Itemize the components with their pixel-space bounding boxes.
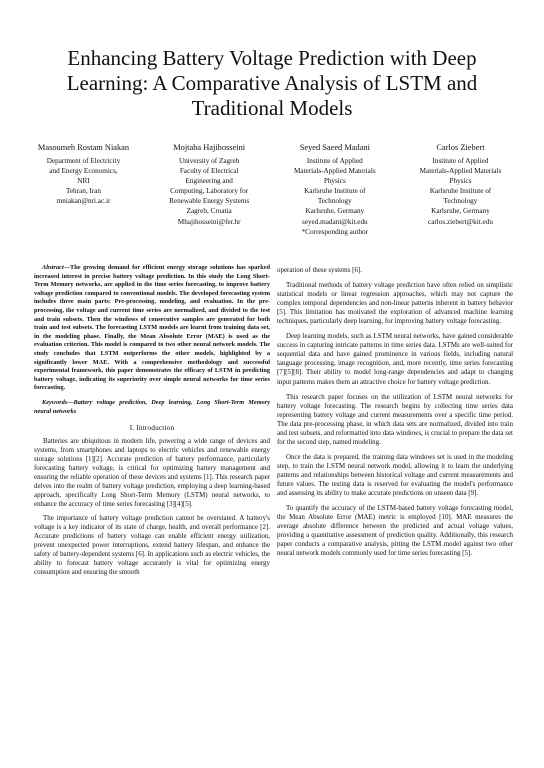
author-affiliation-line: Technology	[317, 197, 352, 206]
author-affiliation-line: Materials-Applied Materials	[293, 167, 376, 176]
author-affiliation-line: NRI	[77, 177, 90, 186]
author-email: carlos.ziebert@kit.edu	[428, 217, 493, 226]
abstract	[34, 264, 270, 393]
author-affiliation-line: Tehran, Iran	[65, 187, 101, 196]
author-affiliation-line: Physics	[449, 177, 472, 186]
author-affiliation-line: Computing, Laboratory for	[170, 187, 249, 196]
left-column	[34, 264, 270, 581]
author-name: Masoumeh Rostam Niakan	[37, 143, 130, 152]
author-email: Mhajihosseini@fer.hr	[177, 217, 241, 226]
author-affiliation-line: Engineering and	[185, 177, 233, 186]
body-paragraph: This research paper focuses on the utilization of LSTM neural networks for battery voltage forecasting. The research begins by collecting time series data representing battery voltage and current measurements over a specific time period. The data pre-processing phase, in which data sets are normalized, divided into train and test subsets, and reformatted into data windows, is crucial to prepare the data set for the second step, named modeling.	[277, 392, 513, 446]
author-affiliation-line: Materials-Applied Materials	[419, 167, 502, 176]
author-affiliation-line: Karlsruhe Institute of	[304, 187, 366, 196]
author-affiliation-line: Institute of Applied	[306, 157, 363, 165]
keywords-label: Keywords	[42, 398, 68, 406]
author-affiliation-line: Karlsruhe Institute of	[429, 187, 492, 196]
author-affiliation-line: Technology	[443, 197, 478, 206]
author-name: Mojtaba Hajihosseini	[173, 143, 246, 152]
author-affiliation-line: University of Zagreb	[179, 157, 240, 165]
body-paragraph: To quantify the accuracy of the LSTM-based battery voltage forecasting model, the Mean Absolute Error (MAE) metric is employed [10]. MAE measures the average absolute difference between the predicted and actual voltage values, providing a quantitative assessment of prediction quality. Additionally, this research paper conducts a comparative analysis, pitting the LSTM model against two other neural network models commonly used for time series forecasting [5].	[277, 504, 513, 558]
body-paragraph: Traditional methods of battery voltage prediction have often relied on simplistic statistical models or linear regression approaches, which may not capture the complex temporal dependencies and non-linear patterns inherent in battery behavior [5]. This limitation has motivated the exploration of advanced machine learning techniques, particularly deep learning, for improving battery voltage forecasting.	[277, 281, 513, 326]
author-affiliation-line: Karlsruhe, Germany	[431, 207, 490, 216]
paper-title: Enhancing Battery Voltage Prediction with Deep Learning: A Comparative Analysis of LSTM and Traditional Models	[66, 46, 478, 120]
author-affiliation-line: Department of Electricity	[46, 157, 121, 165]
body-paragraph: Deep learning models, such as LSTM neural networks, have gained considerable success in capturing intricate patterns in time series data. LSTMs are well-suited for sequential data and have gained prominence in various fields, including natural language processing, image recognition, and, more recently, time series forecasting [7][5][8]. Their ability to model long-range dependencies and adapt to changing input patterns makes them an attractive choice for battery voltage prediction.	[277, 332, 513, 386]
author-block	[26, 142, 518, 237]
abstract-text: —The growing demand for efficient energy storage solutions has sparked increased interest in precise battery voltage prediction. In this study the Long Short-Term Memory networks, are applied in the time series forecasting, to improve battery voltage prediction compared to conventional models. The developed forecasting system includes three main parts: Pre-processing, modeling, and evaluation. In the pre-processing, the voltage and current time series are normalized, and divided to the test and train subsets. Then the windows of consecutive samples are generated for both train and test subsets. The forecasting LSTM models are learnt from training data set, in the modeling phase. Finally, the Mean Absolute Error (MAE) is used as the evaluation criterion. This model is compared to two other neural network models. The study concludes that LSTM outperforms the other models, highlighted by a significantly lower MAE. With a comprehensive methodology and successful experimental framework, this paper demonstrates the efficacy of LSTM in predicting battery voltage, indicating its superiority over simple neural networks for time series forecasting.	[34, 264, 270, 392]
author-name: Carlos Ziebert	[436, 143, 485, 152]
author-affiliation-line: Karlsruhe, Germany	[305, 207, 365, 216]
author-1	[26, 142, 141, 237]
body-paragraph: The importance of battery voltage prediction cannot be overstated. A battery's voltage is a key indicator of its state of charge, health, and overall performance [2]. Accurate predictions of battery voltage can enable efficient energy utilization, prevent unexpected power interruptions, extend battery lifespan, and enhance the safety of battery-dependent systems [6]. In applications such as electric vehicles, the ability to forecast battery voltage accurately is vital for optimizing energy consumption and ensuring the smooth	[34, 513, 270, 576]
author-affiliation-line: Faculty of Electrical	[179, 167, 239, 176]
right-column	[277, 266, 513, 564]
keywords-text: —Battery voltage prediction, Deep learning, Long Short-Term Memory neural networks	[34, 398, 270, 415]
body-paragraph: Once the data is prepared, the training data windows set is used in the modeling step, to train the LSTM neural network model, allowing it to learn the underlying patterns and relationships between historical voltage and current measurements and future values. The testing data is reserved for evaluating the model's performance and assessing its ability to make accurate predictions on unseen data [9].	[277, 452, 513, 498]
author-name: Seyed Saeed Madani	[299, 143, 370, 152]
corresponding-author-note: *Corresponding author	[301, 227, 369, 236]
author-affiliation-line: Zagreb, Croatia	[186, 207, 232, 216]
author-affiliation-line: Renewable Energy Systems	[169, 197, 250, 206]
author-affiliation-line: and Energy Economics,	[49, 167, 118, 176]
author-4	[403, 142, 518, 237]
body-paragraph: operation of these systems [6].	[277, 266, 362, 274]
author-2	[152, 142, 267, 237]
author-email: mniakan@nri.ac.ir	[56, 197, 111, 206]
author-affiliation-line: Physics	[323, 177, 346, 186]
keywords	[34, 399, 270, 416]
section-heading: I. Introduction	[129, 424, 175, 433]
author-3	[277, 142, 392, 237]
author-affiliation-line: Institute of Applied	[432, 157, 489, 165]
abstract-label: Abstract	[42, 264, 64, 271]
author-email: seyed.madani@kit.edu	[301, 217, 368, 226]
body-paragraph: Batteries are ubiquitous in modern life, powering a wide range of devices and systems, from smartphones and laptops to electric vehicles and renewable energy storage solutions [1][2]. Accurate prediction of battery performance, particularly forecasting battery voltage, is critical for optimizing battery management and ensuring the reliable operation of these devices and systems [1]. This research paper delves into the realm of battery voltage prediction, employing a deep learning-based approach, specifically Long Short-Term Memory (LSTM) neural networks, to enhance the accuracy of time series forecasting [3][4][5].	[34, 437, 270, 509]
